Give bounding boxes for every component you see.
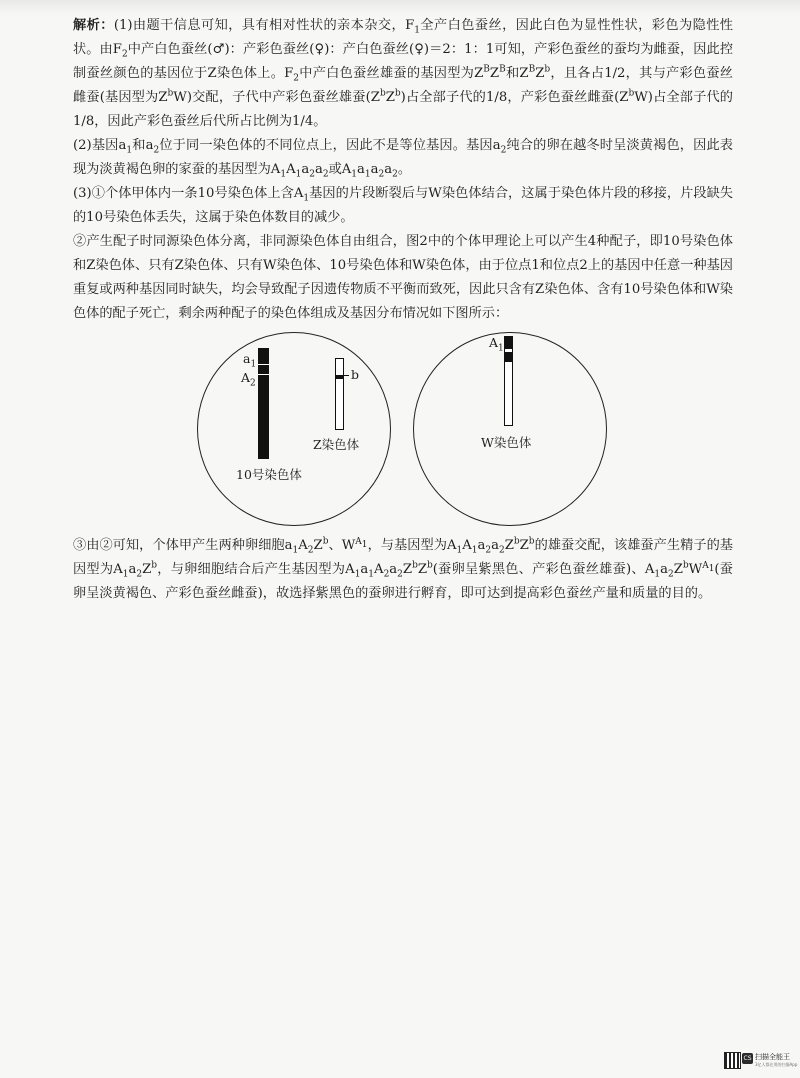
subscript: 2	[383, 569, 390, 580]
text: (3)①个体甲体内一条10号染色体上含A	[73, 186, 304, 201]
text: 和a	[132, 138, 154, 153]
label-a1	[243, 351, 257, 370]
paragraph-3	[73, 182, 733, 230]
superscript: B	[499, 64, 506, 75]
text: 基因的片段断裂后与W染色体结合，这属于染色体片段的移接，片段缺失的10号染色体丢失，这属于染色体数目的减少。	[73, 186, 733, 225]
text: a	[301, 162, 310, 177]
text: ，与基因型为A	[367, 538, 457, 553]
subscript: 1	[122, 569, 129, 580]
subscript: 1	[354, 569, 361, 580]
superscript: b	[682, 560, 689, 571]
text: Z	[489, 66, 500, 81]
label-b-pointer	[343, 375, 349, 376]
text: ，且各占1/2，其与产彩色蚕丝雌蚕(基因型为Z	[73, 66, 733, 105]
paragraph-5	[73, 534, 733, 606]
subscript: 2	[309, 169, 315, 180]
text: 全产白色蚕丝，因此白色为显性性状，彩色为隐性性状。由F	[73, 18, 733, 57]
text: W)交配，子代中产彩色蚕丝雄蚕(Z	[173, 90, 380, 105]
superscript: B	[483, 64, 490, 75]
subscript: 2	[121, 49, 128, 60]
subscript: 2	[500, 145, 507, 156]
text: Z	[504, 538, 514, 553]
subscript: 2	[667, 569, 674, 580]
top-scan-shadow	[0, 0, 800, 14]
camscanner-logo-icon: CS	[743, 1055, 752, 1062]
text: Z	[535, 66, 545, 81]
text: )占全部子代的1/8，产彩色蚕丝雌蚕(Z	[400, 90, 629, 105]
watermark-brand: 扫描全能王	[755, 1053, 790, 1061]
paragraph-4: ②产生配子时同源染色体分离，非同源染色体自由组合，图2中的个体甲理论上可以产生4种配子，即10号染色体和Z染色体、只有Z染色体、只有W染色体、10号染色体和W染色体，由于位点1和位点2上的基因中任意一种基因重复或两种基因同时缺失，均会导致配子因遗传物质不平衡而致死，因此只含有Z染色体、含有10号染色体和W染色体的配子死亡，剩余两种配子的染色体组成及基因分布情况如下图所示：	[73, 234, 733, 321]
subscript: 1	[361, 539, 368, 550]
text: A	[374, 562, 384, 577]
subscript: 1	[295, 169, 302, 180]
subscript: 2	[322, 169, 329, 180]
subscript: 2	[250, 378, 256, 389]
label-b: b	[351, 367, 360, 382]
superscript: b	[628, 88, 635, 99]
text: A	[702, 560, 709, 571]
text: a	[389, 562, 398, 577]
text: A	[489, 335, 499, 350]
text: Z	[673, 562, 683, 577]
text: (蚕卵呈紫黑色、产彩色蚕丝雄蚕)、A	[432, 562, 655, 577]
text: ，与卵细胞结合后产生基因型为A	[157, 562, 355, 577]
z-chromosome-band-b	[336, 375, 343, 379]
text: 的雄蚕交配，该雄蚕产生精子的基因型为A	[73, 538, 733, 577]
text: a	[491, 538, 499, 553]
subscript: 2	[378, 169, 385, 180]
subscript: 1	[303, 193, 310, 204]
subscript: 1	[471, 545, 478, 556]
text: A	[286, 162, 296, 177]
superscript: b	[412, 560, 418, 571]
superscript: b	[394, 88, 401, 99]
superscript: b	[379, 88, 386, 99]
text: (蚕卵呈淡黄褐色、产彩色蚕丝雌蚕)，故选择紫黑色的蚕卵进行孵育，即可达到提高彩色蚕丝产量和质量的目的。	[73, 562, 733, 601]
subscript: 2	[498, 545, 505, 556]
superscript: b	[544, 64, 551, 75]
text: a	[128, 562, 137, 577]
text: (1)由题干信息可知，具有相对性状的亲本杂交，F	[113, 18, 415, 33]
subscript: 2	[136, 569, 143, 580]
text: A	[355, 536, 362, 547]
text: 和Z	[505, 66, 529, 81]
paragraph-2	[73, 134, 733, 182]
text: A	[462, 538, 472, 553]
subscript: 2	[293, 73, 300, 84]
subscript: 2	[153, 145, 160, 156]
subscript: 1	[126, 145, 133, 156]
text: a	[477, 538, 486, 553]
gamete-circle-left	[197, 332, 391, 526]
text: a	[370, 162, 379, 177]
locus-mark	[258, 364, 269, 365]
subscript: 1	[456, 545, 463, 556]
chromosome-10-fill	[259, 349, 268, 458]
text: W)占全部子代的1/8，因此产彩色蚕丝后代所占比例为1/4。	[73, 90, 733, 129]
superscript: b	[151, 560, 158, 571]
text: (2)基因a	[73, 138, 127, 153]
text: 位于同一染色体的不同位点上，因此不是等位基因。基因a	[159, 138, 501, 153]
caption-w-chromosome: W染色体	[481, 435, 532, 450]
subscript: 1	[498, 343, 504, 354]
superscript: b	[167, 88, 174, 99]
qr-code-icon	[724, 1052, 741, 1069]
subscript: 1	[250, 359, 257, 370]
text: a	[243, 351, 251, 366]
subscript: 1	[280, 169, 287, 180]
subscript: 1	[364, 169, 371, 180]
superscript	[702, 560, 715, 574]
superscript: b	[427, 560, 433, 571]
w-chromosome-band	[505, 352, 512, 362]
subscript: 1	[351, 169, 358, 180]
text: Z	[313, 538, 323, 553]
superscript: b	[322, 536, 329, 547]
caption-chromosome-10: 10号染色体	[236, 467, 302, 482]
text: W	[688, 562, 703, 577]
subscript: 1	[368, 569, 375, 580]
locus-mark	[258, 374, 269, 375]
scanner-watermark	[724, 1050, 796, 1072]
subscript: 1	[414, 25, 420, 36]
answer-analysis	[73, 14, 733, 606]
label-A2	[241, 370, 256, 389]
subscript: 2	[485, 545, 492, 556]
text: Z	[519, 538, 529, 553]
subscript: 1	[654, 569, 661, 580]
superscript: b	[528, 536, 535, 547]
w-chromosome-A1-segment	[505, 337, 512, 349]
text: a	[660, 562, 668, 577]
text: a	[360, 562, 369, 577]
superscript: b	[513, 536, 520, 547]
caption-z-chromosome: Z染色体	[313, 437, 360, 452]
analysis-lead: 解析：	[73, 18, 114, 33]
text: 、W	[328, 538, 356, 553]
text: 。	[397, 162, 412, 177]
text: 或A	[328, 162, 352, 177]
subscript: 2	[307, 545, 314, 556]
subscript: 2	[392, 169, 398, 180]
text: Z	[402, 562, 413, 577]
text: 纯合的卵在越冬时呈淡黄褐色，因此表现为淡黄褐色卵的家蚕的基因型为A	[73, 138, 733, 177]
label-A1	[489, 335, 504, 354]
text: a	[384, 162, 393, 177]
text: Z	[142, 562, 152, 577]
text: ③由②可知，个体甲产生两种卵细胞a	[73, 538, 293, 553]
z-chromosome	[335, 358, 344, 430]
paragraph-1	[73, 14, 733, 134]
text: a	[314, 162, 323, 177]
watermark-tagline: 3亿人都在用的扫描App	[755, 1062, 798, 1067]
text: a	[357, 162, 365, 177]
subscript: 1	[292, 545, 299, 556]
superscript: B	[528, 64, 536, 75]
text: Z	[385, 90, 395, 105]
text: Z	[417, 562, 428, 577]
text: A	[298, 538, 308, 553]
text: 中产白色蚕丝(♂)：产彩色蚕丝(♀)：产白色蚕丝(♀)＝2：1：1可知，产彩色蚕丝的蚕均为雌蚕，因此控制蚕丝颜色的基因位于Z染色体上。F	[73, 42, 734, 81]
superscript	[355, 536, 368, 550]
text: 中产白色蚕丝雄蚕的基因型为Z	[299, 66, 484, 81]
w-chromosome	[504, 336, 513, 426]
subscript: 2	[397, 569, 403, 580]
subscript: 1	[708, 563, 715, 574]
text: A	[241, 370, 251, 385]
gamete-chromosome-figure	[73, 330, 733, 528]
